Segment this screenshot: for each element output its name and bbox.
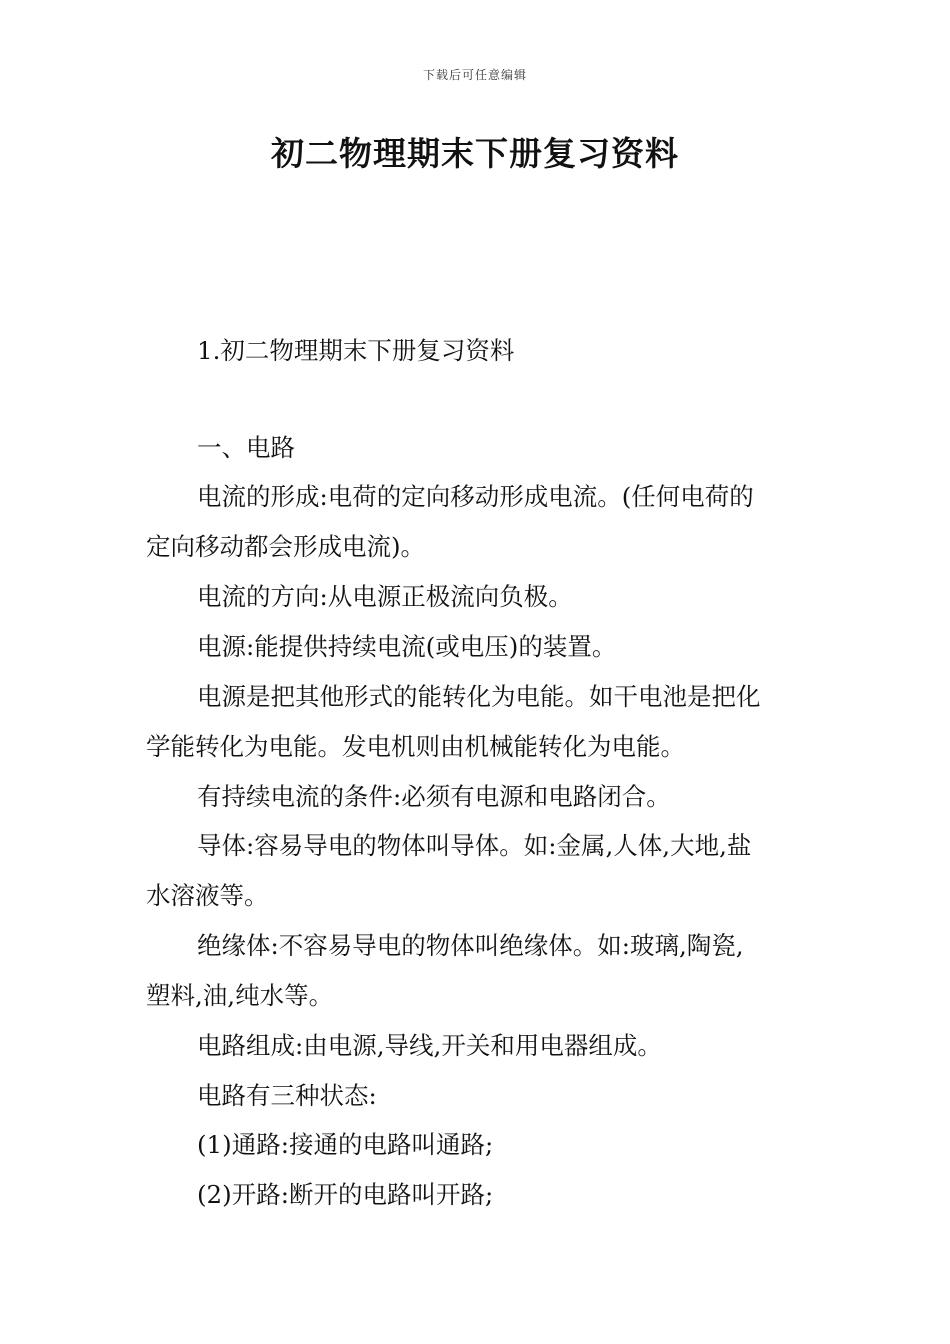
paragraph-line: 电流的方向:从电源正极流向负极。	[197, 582, 573, 611]
paragraph-line: 水溶液等。	[146, 881, 269, 910]
header-note: 下载后可任意编辑	[422, 68, 527, 82]
paragraph-line: 定向移动都会形成电流)。	[146, 532, 426, 561]
paragraph-line: 绝缘体:不容易导电的物体叫绝缘体。如:玻璃,陶瓷,	[197, 931, 744, 960]
list-item: (2)开路:断开的电路叫开路;	[197, 1180, 494, 1209]
paragraph-line: 电源是把其他形式的能转化为电能。如干电池是把化	[197, 682, 761, 711]
list-item: (1)通路:接通的电路叫通路;	[197, 1130, 494, 1159]
subsection-heading-circuit: 一、电路	[197, 433, 295, 462]
paragraph-line: 有持续电流的条件:必须有电源和电路闭合。	[197, 782, 671, 811]
section-heading-1: 1.初二物理期末下册复习资料	[197, 336, 515, 365]
paragraph-line: 学能转化为电能。发电机则由机械能转化为电能。	[146, 732, 685, 761]
paragraph-line: 电流的形成:电荷的定向移动形成电流。(任何电荷的	[197, 482, 754, 511]
document-title: 初二物理期末下册复习资料	[271, 134, 679, 173]
paragraph-line: 塑料,油,纯水等。	[146, 981, 334, 1010]
paragraph-line: 电源:能提供持续电流(或电压)的装置。	[197, 632, 617, 661]
paragraph-line: 电路组成:由电源,导线,开关和用电器组成。	[197, 1031, 662, 1060]
paragraph-line: 导体:容易导电的物体叫导体。如:金属,人体,大地,盐	[197, 831, 752, 860]
paragraph-line: 电路有三种状态:	[197, 1081, 377, 1110]
